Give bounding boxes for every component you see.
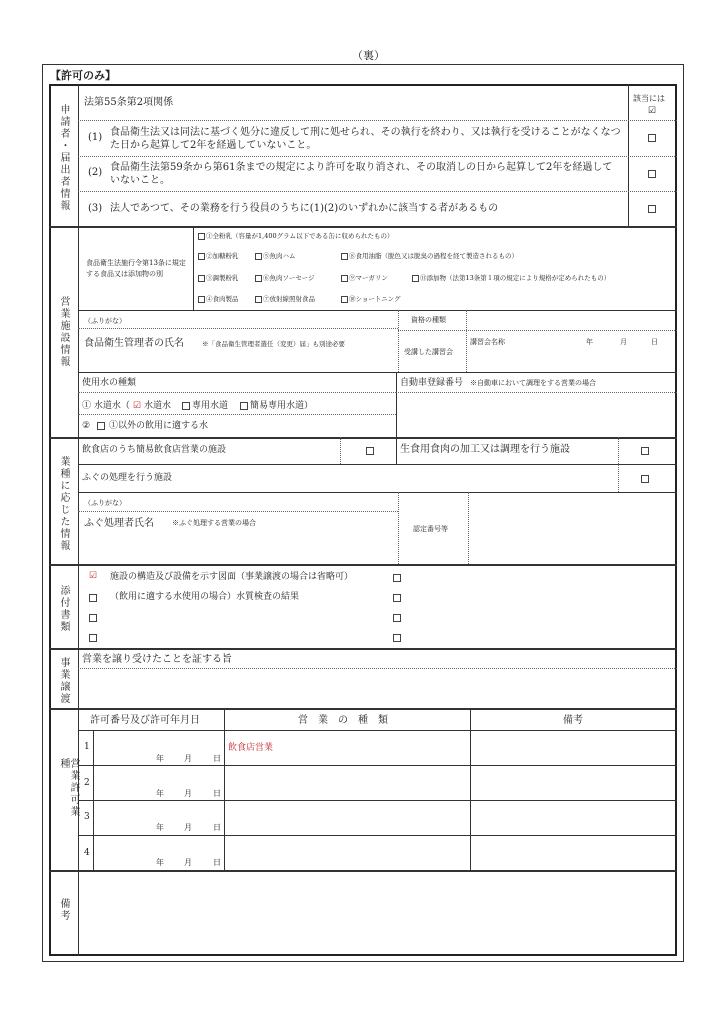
additive-4-checkbox[interactable] [198, 296, 205, 303]
additive-10-checkbox[interactable] [341, 296, 348, 303]
manager-label: 食品衛生管理者の氏名 [84, 338, 184, 349]
form-title: 【許可のみ】 [50, 69, 116, 82]
water-row2-text: ①以外の飲用に適する水 [109, 421, 209, 431]
manager-furigana: （ふりがな） [84, 317, 126, 325]
course-attended-label: 受講した講習会 [404, 348, 453, 356]
raw-meat-checkbox[interactable] [641, 447, 649, 455]
fugu-furigana-divider [78, 511, 398, 512]
applicant-divider-1 [78, 120, 677, 121]
water-label: 使用水の種類 [82, 378, 137, 388]
permit-row-2-year: 年 [156, 789, 164, 798]
permit-row-divider-2 [78, 800, 677, 801]
fugu-handler-note: ※ふぐ処理する営業の場合 [172, 519, 256, 527]
water-simple-checkbox[interactable] [240, 402, 248, 410]
section-divider-2 [49, 437, 677, 439]
attachment-extra-2-checkbox[interactable] [393, 594, 401, 602]
additive-7-label: ⑦放射線照射食品 [263, 295, 315, 303]
fugu-col-divider-2 [468, 492, 469, 564]
permit-row-1-num: 1 [84, 742, 90, 752]
permit-row-3-day: 日 [213, 823, 221, 832]
page-mark: （裏） [352, 49, 385, 62]
permit-row-2-day: 日 [213, 789, 221, 798]
additive-6-label: ⑥魚肉ソーセージ [263, 274, 315, 282]
applicant-item-1-checkbox[interactable] [648, 134, 656, 142]
section-divider-5 [49, 708, 677, 710]
permit-row-4-day: 日 [213, 858, 221, 867]
attachment-extra-1-checkbox[interactable] [393, 574, 401, 582]
section-label-attachments: 添付書類 [58, 585, 69, 633]
additive-10-label: ⑩ショートニング [349, 295, 401, 303]
applicant-item-2-num: (2) [88, 167, 103, 178]
simple-restaurant-label: 飲食店のうち簡易飲食店営業の施設 [82, 445, 227, 455]
permit-row-divider-3 [78, 835, 677, 836]
section-divider-3 [49, 564, 677, 566]
water-label-divider [78, 392, 396, 393]
permit-row-1-year: 年 [156, 754, 164, 763]
additive-9-label: ⑨マーガリン [349, 274, 388, 282]
applicant-divider-2 [78, 156, 677, 157]
business-divider-2 [78, 492, 677, 493]
applicant-item-1-num: (1) [88, 132, 103, 143]
additive-11-checkbox[interactable] [412, 275, 419, 282]
course-name-label: 講習会名称 [470, 338, 505, 346]
simple-restaurant-checkbox[interactable] [366, 447, 374, 455]
course-month: 月 [620, 338, 627, 346]
permit-col-divider-1 [224, 708, 225, 870]
fugu-facility-checkbox[interactable] [641, 475, 649, 483]
water-private-checkbox[interactable] [182, 402, 190, 410]
fugu-facility-label: ふぐの処理を行う施設 [82, 473, 173, 483]
applicant-item-2-text: 食品衛生法第59条から第61条までの規定により許可を取り消され、その取消しの日から起算して2年を経過していないこと。 [110, 162, 613, 186]
section-label-remarks: 備考 [58, 898, 69, 922]
additive-6-checkbox[interactable] [255, 275, 262, 282]
manager-furigana-divider [78, 328, 398, 329]
additive-8-checkbox[interactable] [341, 253, 348, 260]
qualification-divider [398, 330, 677, 331]
qualification-type-label: 資格の種類 [411, 316, 446, 324]
water-row2-prefix: ② [82, 421, 91, 431]
water-row1-prefix: ① 水道水（ [82, 401, 130, 411]
manager-note: ※「食品衛生管理者選任（変更）届」も別途必要 [202, 340, 345, 348]
facility-divider-2 [78, 372, 677, 373]
water-tap-label: 水道水 [144, 401, 172, 411]
fugu-handler-label: ふぐ処理者氏名 [84, 518, 154, 529]
section-label-facility: 営業施設情報 [58, 296, 69, 368]
additive-5-checkbox[interactable] [255, 253, 262, 260]
permit-col-number: 許可番号及び許可年月日 [90, 715, 200, 726]
additive-4-label: ④食肉製品 [206, 295, 239, 303]
permit-row-1-type: 飲食店営業 [228, 743, 274, 753]
law-header: 法第55条第2項関係 [84, 97, 174, 108]
section-label-business-type: 業種に応じた情報 [58, 456, 69, 552]
additive-2-checkbox[interactable] [198, 253, 205, 260]
applicant-item-3-num: (3) [88, 203, 103, 214]
course-year: 年 [586, 338, 593, 346]
water-simple-label: 簡易専用水道） [250, 401, 314, 411]
label-column-divider [78, 84, 79, 956]
applicant-item-2-checkbox[interactable] [648, 170, 656, 178]
cert-number-label: 認定番号等 [413, 525, 448, 533]
water-private-label: 専用水道 [192, 401, 229, 411]
attachment-2-label: （飲用に適する水使用の場合）水質検査の結果 [110, 592, 300, 602]
permit-row-4-year: 年 [156, 858, 164, 867]
permit-row-4-num: 4 [84, 848, 90, 858]
fugu-facility-divider [618, 464, 619, 492]
additive-5-label: ⑤魚肉ハム [263, 252, 296, 260]
additive-11-label: ⑪添加物（法第13条第１項の規定により規格が定められたもの） [420, 274, 611, 282]
attachment-2-checkbox[interactable] [89, 594, 97, 602]
fugu-col-divider-1 [398, 492, 399, 564]
attachment-extra-4-checkbox[interactable] [393, 634, 401, 642]
permit-col-remarks: 備考 [563, 715, 583, 726]
water-row2-checkbox[interactable] [97, 422, 105, 430]
permit-col-divider-2 [470, 708, 471, 870]
business-divider-1 [78, 464, 677, 465]
applicant-item-3-checkbox[interactable] [648, 205, 656, 213]
additive-9-checkbox[interactable] [341, 275, 348, 282]
permit-col-type: 営 業 の 種 類 [298, 715, 388, 726]
simple-restaurant-divider [340, 437, 341, 464]
additive-label: 食品衛生法施行令第13条に規定する食品又は添加物の別 [86, 259, 186, 278]
car-note: ※自動車において調理をする営業の場合 [470, 379, 596, 387]
additive-col-divider [193, 226, 194, 310]
permit-row-3-year: 年 [156, 823, 164, 832]
applicant-divider-3 [78, 191, 677, 192]
attachment-3-checkbox[interactable] [89, 614, 97, 622]
facility-divider-1 [78, 310, 677, 311]
applicant-item-1-text: 食品衛生法又は同法に基づく処分に違反して刑に処せられ、その執行を終わり、又は執行を受けることがなくなつた日から起算して2年を経過していないこと。 [110, 127, 621, 151]
additive-8-label: ⑧食用油脂（脱色又は脱臭の過程を経て製造されるもの） [349, 252, 518, 260]
attachment-extra-3-checkbox[interactable] [393, 614, 401, 622]
section-divider-6 [49, 870, 677, 872]
permit-row-2-month: 月 [184, 789, 192, 798]
business-mid-divider [396, 437, 397, 464]
attachment-4-checkbox[interactable] [89, 634, 97, 642]
transfer-text: 営業を譲り受けたことを証する旨 [82, 654, 232, 665]
permit-row-1-month: 月 [184, 754, 192, 763]
transfer-divider [78, 668, 677, 669]
water-col-divider [396, 372, 397, 437]
applicable-col-divider [628, 84, 629, 226]
section-label-permit: 営業許可業種 [58, 758, 79, 818]
attachment-1-label: 施設の構造及び設備を示す図面（事業譲渡の場合は省略可） [110, 572, 354, 582]
additive-7-checkbox[interactable] [255, 296, 262, 303]
permit-row-4-month: 月 [184, 858, 192, 867]
water-row-divider [78, 414, 396, 415]
permit-row-3-month: 月 [184, 823, 192, 832]
manager-col-divider [398, 310, 399, 372]
additive-1-label: ①全粉乳（容量が1,400グラム以下である缶に収められたもの） [206, 232, 394, 240]
permit-header-divider [78, 730, 677, 731]
permit-row-divider-1 [78, 765, 677, 766]
section-divider-4 [49, 648, 677, 650]
additive-2-label: ②加糖粉乳 [206, 252, 239, 260]
applicable-header: 該当には [633, 94, 665, 103]
fugu-furigana: （ふりがな） [84, 499, 126, 507]
raw-meat-divider [618, 437, 619, 464]
applicant-item-3-text: 法人であつて、その業務を行う役員のうちに(1)(2)のいずれかに該当する者があるもの [110, 203, 499, 214]
permit-row-3-num: 3 [84, 812, 90, 822]
section-label-applicant: 申請者・届出者情報 [58, 104, 69, 212]
qualification-col-divider [466, 310, 467, 372]
water-tap-check[interactable]: ☑ [133, 401, 142, 411]
applicable-header-mark: ☑ [648, 106, 657, 116]
permit-row-1-day: 日 [213, 754, 221, 763]
section-divider-1 [49, 226, 677, 228]
course-day: 日 [651, 338, 658, 346]
permit-row-2-num: 2 [84, 778, 90, 788]
section-label-transfer: 事業譲渡 [58, 657, 69, 705]
car-label: 自動車登録番号 [400, 378, 464, 388]
attachment-1-check[interactable]: ☑ [89, 571, 98, 581]
car-divider [396, 392, 677, 393]
additive-1-checkbox[interactable] [198, 233, 205, 240]
additive-3-checkbox[interactable] [198, 275, 205, 282]
raw-meat-label: 生食用食肉の加工又は調理を行う施設 [400, 444, 570, 455]
additive-3-label: ③調製粉乳 [206, 274, 239, 282]
